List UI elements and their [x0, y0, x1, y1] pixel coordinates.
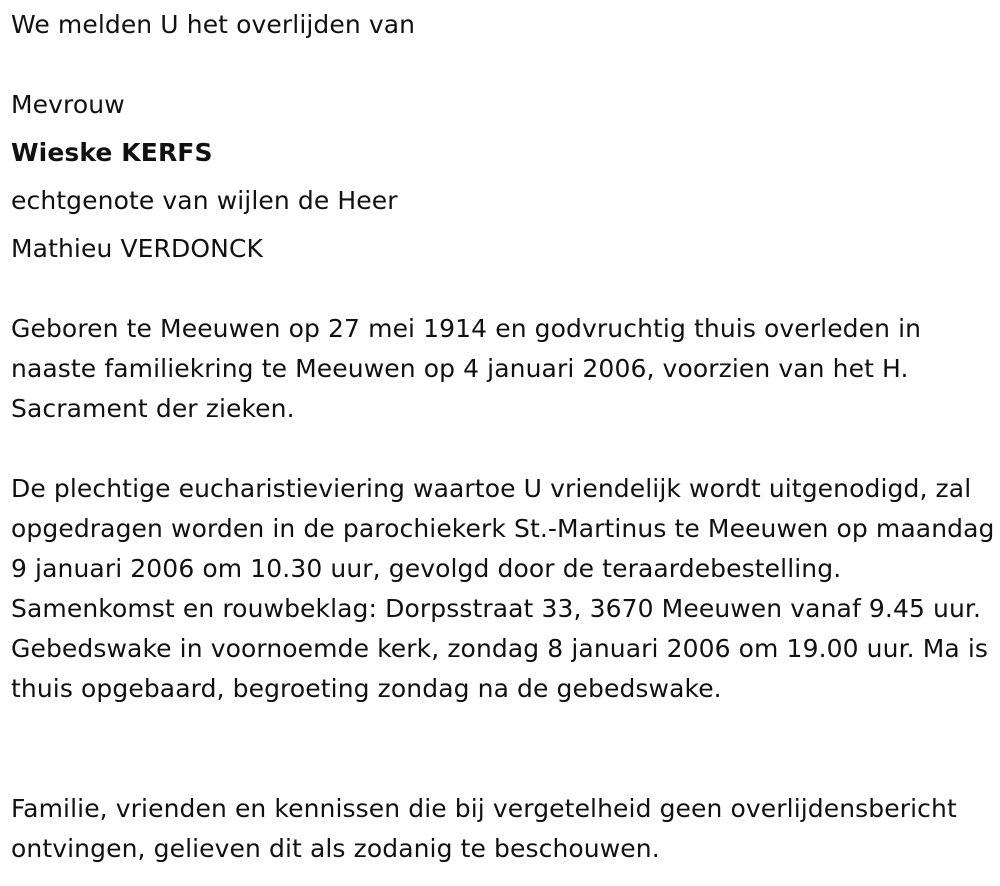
spouse-name: Mathieu VERDONCK	[11, 234, 264, 263]
salutation: Mevrouw	[11, 90, 125, 119]
birth-death-paragraph: Geboren te Meeuwen op 27 mei 1914 en godvruchtig thuis overleden in naaste familiekring te Meeuwen op 4 januari 2006, voorzien van het H. Sacrament der zieken.	[11, 314, 922, 423]
deceased-name: Wieske KERFS	[11, 138, 213, 167]
funeral-paragraph: De plechtige eucharistieviering waartoe U vriendelijk wordt uitgenodigd, zal opgedragen worden in de parochiekerk St.-Martinus te Meeuwen op maandag 9 januari 2006 om 10.30 uur, gevolgd door de teraardebestelling. Samenkomst en rouwbeklag: Dorpsstraat 33, 3670 Meeuwen vanaf 9.45 uur. Gebedswake in voornoemde kerk, zondag 8 januari 2006 om 19.00 uur. Ma is thuis opgebaard, begroeting zondag na de gebedswake.	[11, 474, 995, 703]
relation-text: echtgenote van wijlen de Heer	[11, 186, 398, 215]
intro-text: We melden U het overlijden van	[11, 10, 416, 39]
closing-paragraph: Familie, vrienden en kennissen die bij vergetelheid geen overlijdensbericht ontvingen, gelieven dit als zodanig te beschouwen.	[11, 794, 957, 863]
